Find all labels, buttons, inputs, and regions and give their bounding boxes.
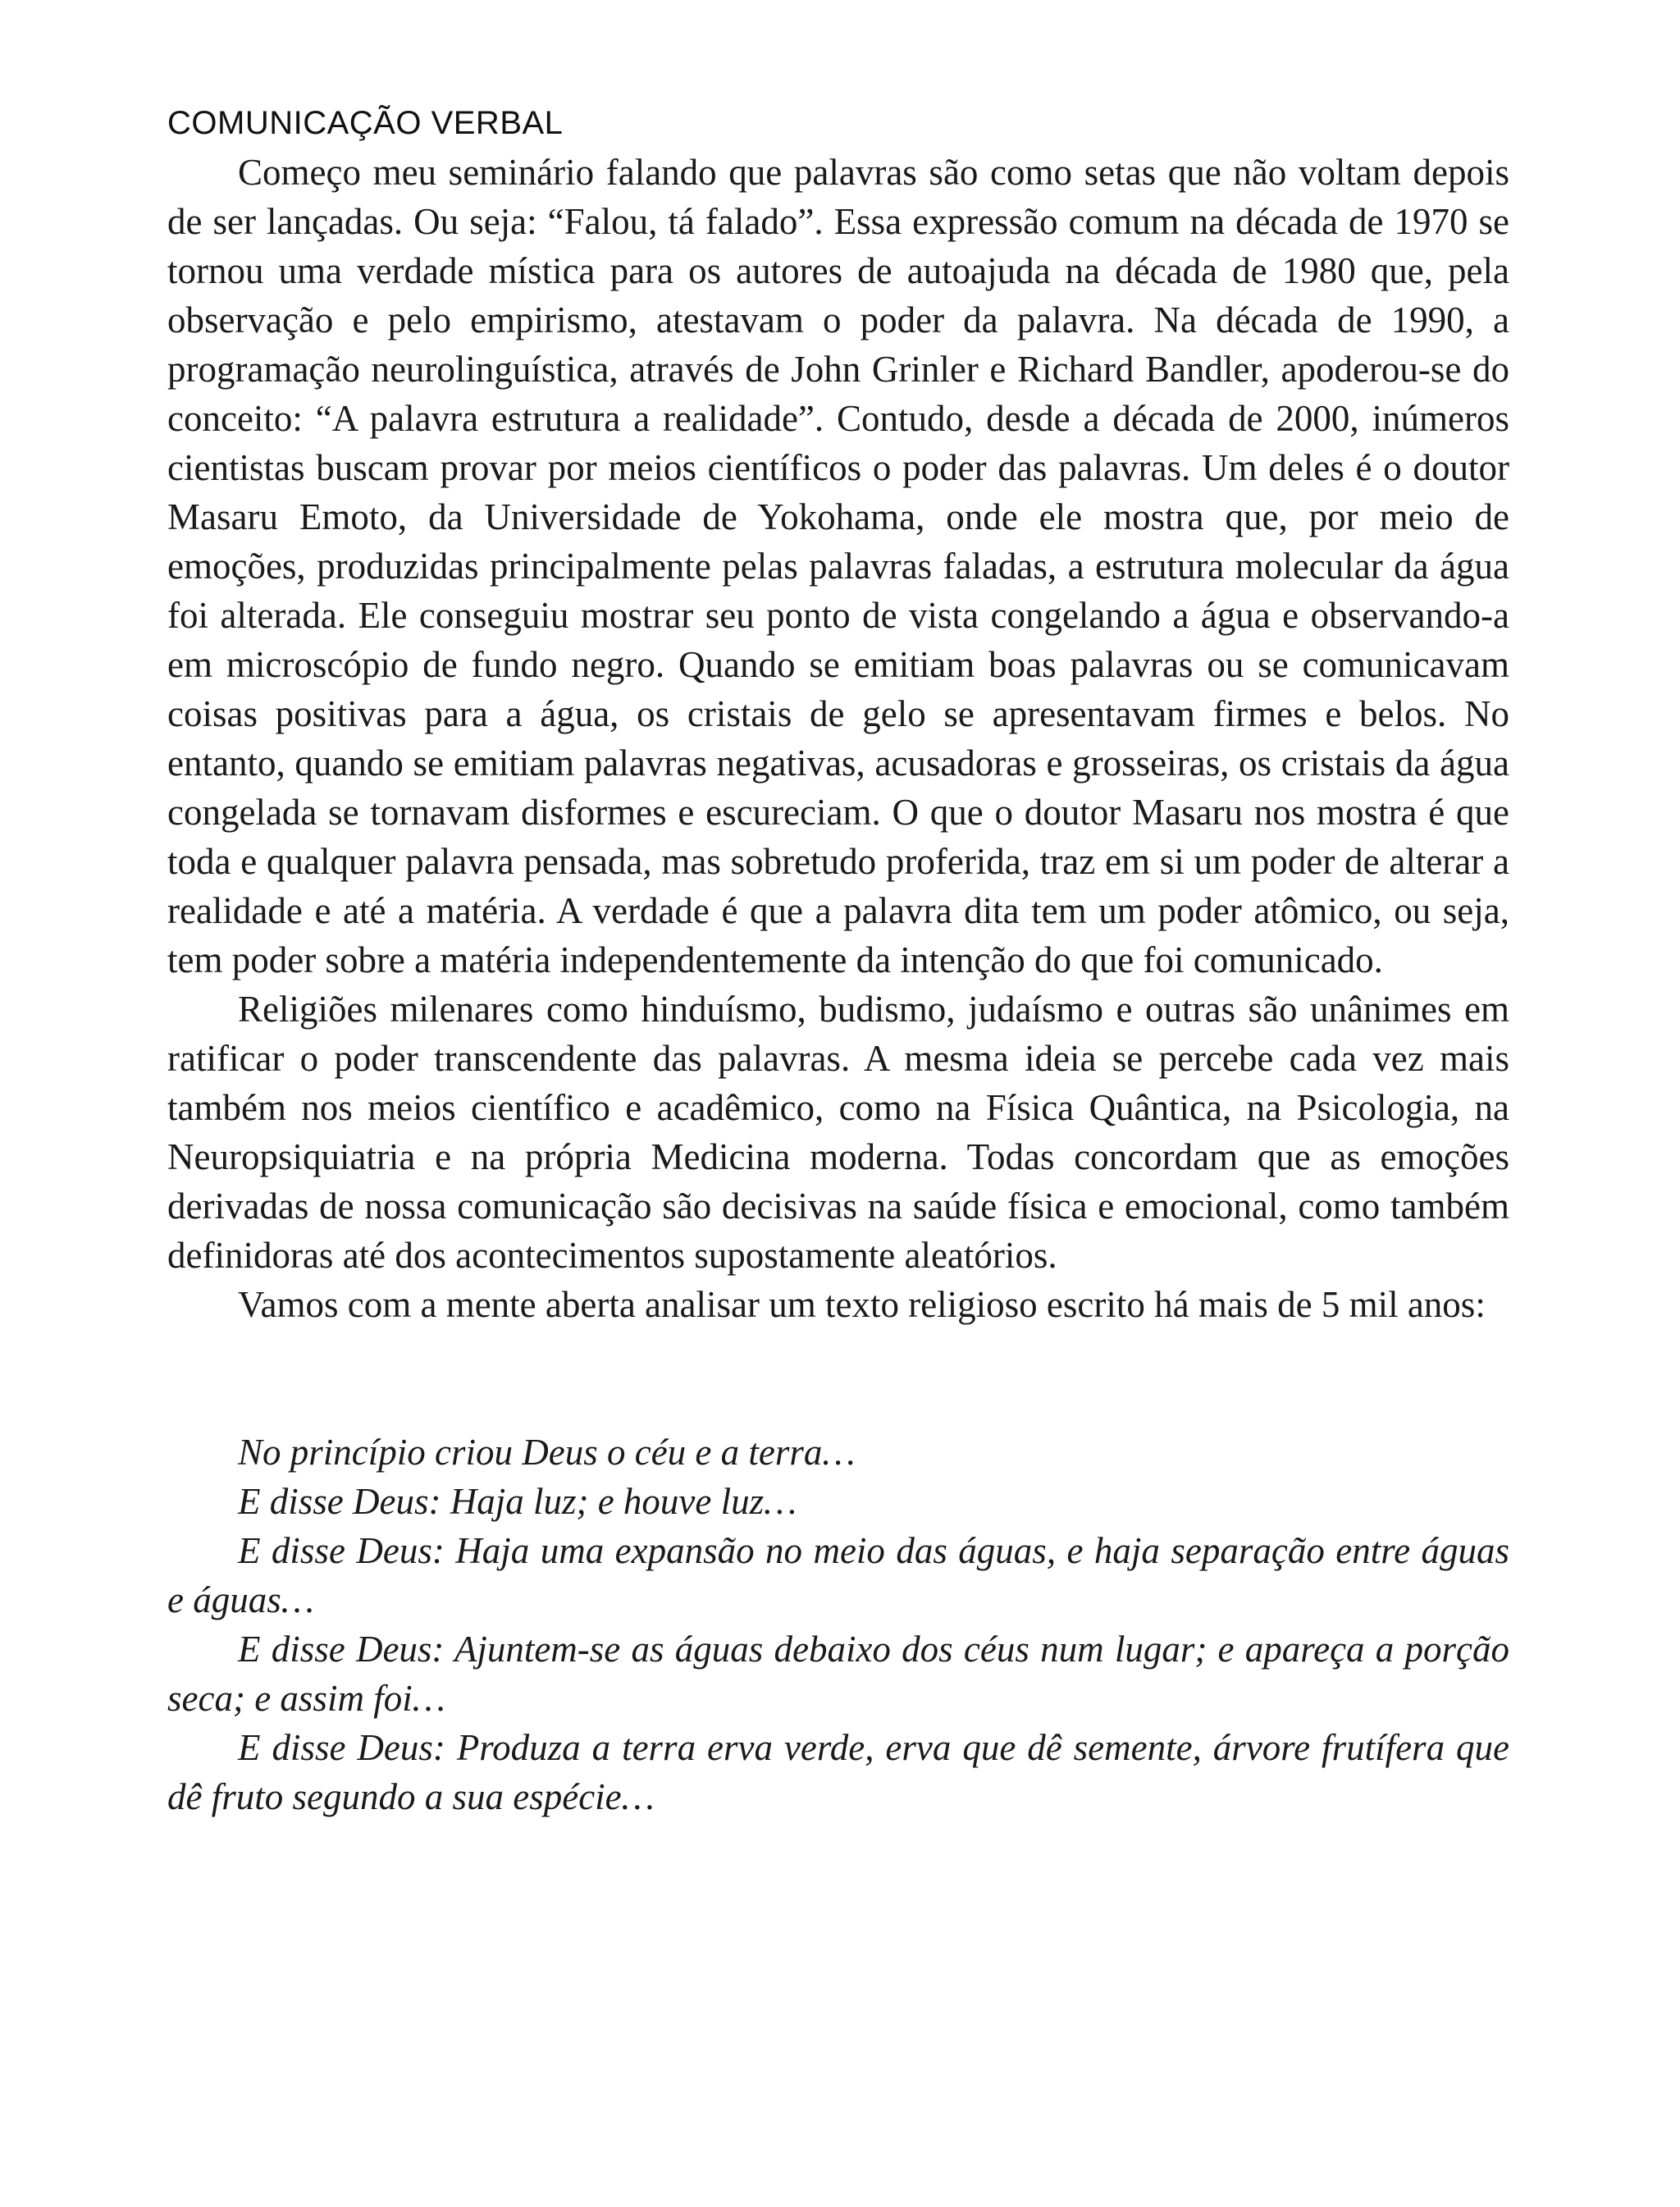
- section-title: COMUNICAÇÃO VERBAL: [167, 105, 564, 141]
- quote-line: E disse Deus: Haja uma expansão no meio das águas, e haja separação entre águas e águas…: [167, 1530, 1509, 1620]
- genesis-quote-block: [167, 1428, 1509, 1821]
- paragraph-religions: Religiões milenares como hinduísmo, budismo, judaísmo e outras são unânimes em ratificar o poder transcendente das palavras. A mesma ideia se percebe cada vez mais também nos meios científico e acadêmico, como na Física Quântica, na Psicologia, na Neuropsiquiatria e na própria Medicina moderna. Todas concordam que as emoções derivadas de nossa comunicação são decisivas na saúde física e emocional, como também definidoras até dos acontecimentos supostamente aleatórios.: [167, 989, 1509, 1276]
- paragraph-masaru-emoto: Começo meu seminário falando que palavras são como setas que não voltam depois de ser lançadas. Ou seja: “Falou, tá falado”. Essa expressão comum na década de 1970 se tornou uma verdade mística para os autores de autoajuda na década de 1980 que, pela observação e pelo empirismo, atestavam o poder da palavra. Na década de 1990, a programação neurolinguística, através de John Grinler e Richard Bandler, apoderou-se do conceito: “A palavra estrutura a realidade”. Contudo, desde a década de 2000, inúmeros cientistas buscam provar por meios científicos o poder das palavras. Um deles é o doutor Masaru Emoto, da Universidade de Yokohama, onde ele mostra que, por meio de emoções, produzidas principalmente pelas palavras faladas, a estrutura molecular da água foi alterada. Ele conseguiu mostrar seu ponto de vista congelando a água e observando-a em microscópio de fundo negro. Quando se emitiam boas palavras ou se comunicavam coisas positivas para a água, os cristais de gelo se apresentavam firmes e belos. No entanto, quando se emitiam palavras negativas, acusadoras e grosseiras, os cristais da água congelada se tornavam disformes e escureciam. O que o doutor Masaru nos mostra é que toda e qualquer palavra pensada, mas sobretudo proferida, traz em si um poder de alterar a realidade e até a matéria. A verdade é que a palavra dita tem um poder atômico, ou seja, tem poder sobre a matéria independentemente da intenção do que foi comunicado.: [167, 152, 1509, 980]
- quote-line: No princípio criou Deus o céu e a terra…: [238, 1432, 856, 1473]
- paragraph-intro-quote: Vamos com a mente aberta analisar um texto religioso escrito há mais de 5 mil anos:: [238, 1284, 1486, 1325]
- quote-line: E disse Deus: Produza a terra erva verde, erva que dê semente, árvore frutífera que dê fruto segundo a sua espécie…: [167, 1727, 1509, 1817]
- quote-line: E disse Deus: Haja luz; e houve luz…: [238, 1481, 797, 1522]
- quote-line: E disse Deus: Ajuntem-se as águas debaixo dos céus num lugar; e apareça a porção seca; e assim foi…: [167, 1629, 1509, 1719]
- document-page: [167, 98, 1509, 1821]
